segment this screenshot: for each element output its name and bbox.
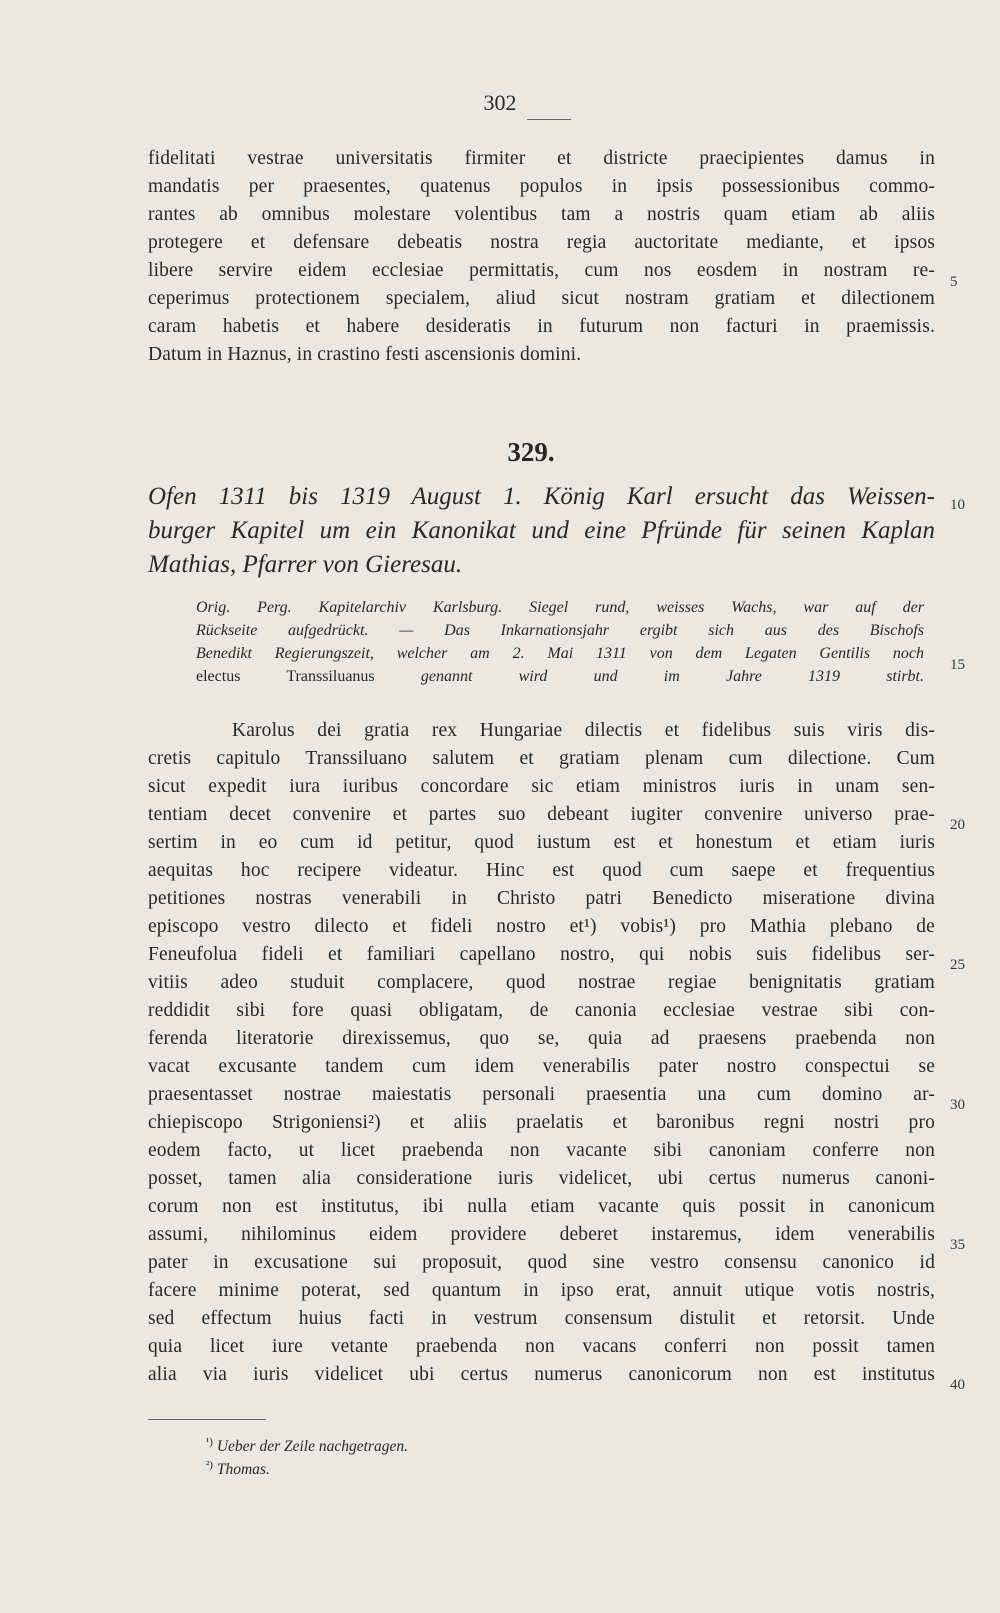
text-line: sicut expedit iura iuribus concordare sic etiam ministros iuris in unam sen- — [148, 776, 935, 797]
source-italic-text: genannt wird und im Jahre 1319 stirbt. — [374, 668, 924, 685]
heading-line: Mathias, Pfarrer von Gieresau. — [148, 551, 463, 578]
footnote — [206, 1454, 270, 1481]
source-line: Benedikt Regierungszeit, welcher am 2. Mai 1311 von dem Legaten Gentilis noch — [196, 645, 924, 662]
page-number-rule — [527, 119, 571, 120]
source-line: Rückseite aufgedrückt. — Das Inkarnationsjahr ergibt sich aus des Bischofs — [196, 622, 924, 639]
line-number: 20 — [950, 817, 965, 833]
heading-line: burger Kapitel um ein Kanonikat und eine Pfründe für seinen Kaplan — [148, 517, 935, 544]
text-line: vacat excusante tandem cum idem venerabilis pater nostro conspectui se — [148, 1056, 935, 1077]
text-line: sed effectum huius facti in vestrum consensum distulit et retorsit. Unde — [148, 1308, 935, 1329]
line-number: 10 — [950, 497, 965, 513]
document-number: 329. — [507, 437, 555, 467]
text-line: aequitas hoc recipere videatur. Hinc est quod cum saepe et frequentius — [148, 860, 935, 881]
text-line: caram habetis et habere desideratis in futurum non facturi in praemissis. — [148, 316, 935, 337]
footnote-text: Thomas. — [216, 1461, 270, 1479]
text-line: pater in excusatione sui proposuit, quod sine vestro consensu canonico id — [148, 1252, 935, 1273]
text-line: assumi, nihilominus eidem providere deberet instaremus, idem venerabilis — [148, 1224, 935, 1245]
text-line: ferenda literatorie direxissemus, quo se, quia ad praesens praebenda non — [148, 1028, 935, 1049]
text-line: eodem facto, ut licet praebenda non vacante sibi canoniam conferre non — [148, 1140, 935, 1161]
line-number: 40 — [950, 1377, 965, 1393]
text-line: praesentasset nostrae maiestatis personali praesentia una cum domino ar- — [148, 1084, 935, 1105]
source-roman-text: electus Transsiluanus — [196, 668, 375, 685]
text-line: corum non est institutus, ibi nulla etiam vacante quis possit in canonicum — [148, 1196, 935, 1217]
source-line: Orig. Perg. Kapitelarchiv Karlsburg. Siegel rund, weisses Wachs, war auf der — [196, 599, 924, 616]
text-line: chiepiscopo Strigoniensi²) et aliis praelatis et baronibus regni nostri pro — [148, 1112, 935, 1133]
text-line: tentiam decet convenire et partes suo debeant iugiter convenire universo prae- — [148, 804, 935, 825]
footnote-marker: ²) — [206, 1459, 213, 1471]
text-line: vitiis adeo studuit complacere, quod nostrae regiae benignitatis gratiam — [148, 972, 935, 993]
text-line: protegere et defensare debeatis nostra regia auctoritate mediante, et ipsos — [148, 232, 935, 253]
page-number: 302 — [483, 90, 517, 115]
line-number: 25 — [950, 957, 965, 973]
text-line: facere minime poterat, sed quantum in ipso erat, annuit utique votis nostris, — [148, 1280, 935, 1301]
text-line: Datum in Haznus, in crastino festi ascensionis domini. — [148, 344, 582, 365]
text-line: cretis capitulo Transsiluano salutem et gratiam plenam cum dilectione. Cum — [148, 748, 935, 769]
line-number: 5 — [950, 274, 958, 290]
text-line: mandatis per praesentes, quatenus populos in ipsis possessionibus commo- — [148, 176, 935, 197]
text-line: quia licet iure vetante praebenda non vacans conferri non possit tamen — [148, 1336, 935, 1357]
footnote-rule — [148, 1419, 266, 1420]
text-line: posset, tamen alia consideratione iuris videlicet, ubi certus numerus canoni- — [148, 1168, 935, 1189]
text-line: Feneufolua fideli et familiari capellano nostro, qui nobis suis fidelibus ser- — [148, 944, 935, 965]
text-line: fidelitati vestrae universitatis firmiter et districte praecipientes damus in — [148, 148, 935, 169]
source-line — [196, 666, 924, 688]
text-line: Karolus dei gratia rex Hungariae dilectis et fidelibus suis viris dis- — [232, 720, 935, 741]
text-line: ceperimus protectionem specialem, aliud sicut nostram gratiam et dilectionem — [148, 288, 935, 309]
line-number: 30 — [950, 1097, 965, 1113]
footnote-text: Ueber der Zeile nachgetragen. — [216, 1438, 408, 1456]
text-line: episcopo vestro dilecto et fideli nostro et¹) vobis¹) pro Mathia plebano de — [148, 916, 935, 937]
text-line: reddidit sibi fore quasi obligatam, de canonia ecclesiae vestrae sibi con- — [148, 1000, 935, 1021]
text-line: sertim in eo cum id petitur, quod iustum est et honestum et etiam iuris — [148, 832, 935, 853]
text-line: rantes ab omnibus molestare volentibus tam a nostris quam etiam ab aliis — [148, 204, 935, 225]
heading-line: Ofen 1311 bis 1319 August 1. König Karl ersucht das Weissen- — [148, 483, 935, 510]
line-number: 15 — [950, 657, 965, 673]
text-line: petitiones nostras venerabili in Christo patri Benedicto miseratione divina — [148, 888, 935, 909]
line-number: 35 — [950, 1237, 965, 1253]
text-line: alia via iuris videlicet ubi certus numerus canonicorum non est institutus — [148, 1364, 935, 1385]
footnote-marker: ¹) — [206, 1436, 213, 1448]
text-line: libere servire eidem ecclesiae permittatis, cum nos eosdem in nostram re- — [148, 260, 935, 281]
